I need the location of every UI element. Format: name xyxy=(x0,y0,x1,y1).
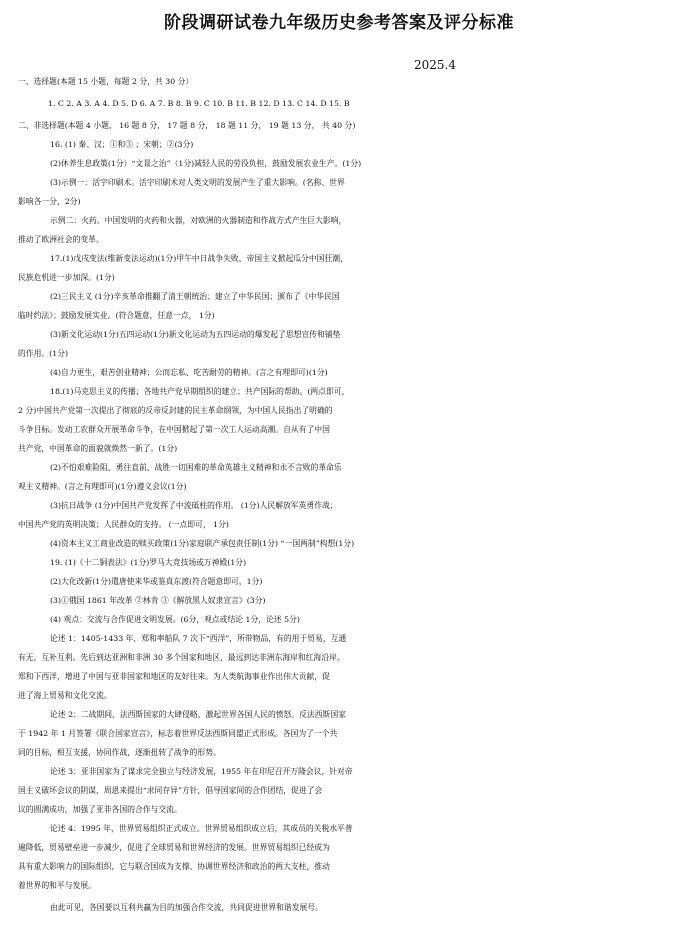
answer-line: (2)休养生息政策(1分）“文景之治”（1分)减轻人民的劳役负担，鼓励发展农业生产。(1分) xyxy=(50,159,362,168)
answer-line: 推动了欧洲社会的变革。 xyxy=(18,235,104,244)
answer-line: 议的圆满成功，加强了亚非各国的合作与交流。 xyxy=(18,805,182,814)
answer-line: 论述 3：亚非国家为了谋求完全独立与经济发展，1955 年在印尼召开万隆会议，针对帝 xyxy=(50,767,353,776)
document-title: 阶段调研试卷九年级历史参考答案及评分标准 xyxy=(164,13,514,33)
answer-line: 遍降低，贸易壁垒进一步减少，促进了全球贸易和世界经济的发展。世界贸易组织已经成为 xyxy=(18,843,330,852)
answer-line: 论述 1：1405-1433 年，郑和率船队 7 次下“西洋”，所带物品，有的用于贸易，互通 xyxy=(50,634,347,643)
section-heading: 一、选择题(本题 15 小题，每题 2 分，共 30 分） xyxy=(18,77,194,86)
answer-line: 示例二：火药。中国发明的火药和火器，对欧洲的火器制造和作战方式产生巨大影响， xyxy=(50,216,347,225)
answer-line: 的作用。(1分) xyxy=(18,349,69,358)
answer-line: (4)资本主义工商业改造的赎买政策(1分)家庭联产承包责任制(1分) “一国两制”构想(1分) xyxy=(50,539,355,548)
answer-line: 进了海上贸易和文化交流。 xyxy=(18,691,112,700)
answer-line: (2)大化改新(1分)遣唐使来华或鉴真东渡(符合题意即可，1分) xyxy=(50,577,263,586)
answer-line: 郑和下西洋，增进了中国与亚非国家和地区的友好往来。为人类航海事业作出伟大贡献，促 xyxy=(18,672,330,681)
answer-line: 观主义精神。(言之有理即可)(1分)遵义会议(1分) xyxy=(18,482,187,491)
answer-line: (3)新文化运动(1分)五四运动(1分)新文化运动为五四运动的爆发起了思想宣传和铺垫 xyxy=(50,330,341,339)
answer-line: (3)抗日战争 (1分)中国共产党发挥了中流砥柱的作用。 (1分)人民解放军英勇作战； xyxy=(50,501,338,510)
answer-line: 临时约法》；鼓励发展实业。(符合题意，任意一点， 1分) xyxy=(18,311,215,320)
answer-line: 民族危机进一步加深。(1分) xyxy=(18,273,115,282)
document-date: 2025.4 xyxy=(414,58,456,72)
answer-line: 论述 2：二战期间，法西斯国家的大肆侵略，激起世界各国人民的愤怒。反法西斯国家 xyxy=(50,710,346,719)
answer-line: 同的目标，相互支援，协同作战，逐渐扭转了战争的形势。 xyxy=(18,748,221,757)
answer-line: (2)不怕艰难险阻、勇往直前、战胜一切困难的革命英雄主义精神和永不言败的革命乐 xyxy=(50,463,342,472)
answer-line: 论述 4：1995 年，世界贸易组织正式成立。世界贸易组织成立后，其成员的关税水平普 xyxy=(50,824,353,833)
answer-line: 于 1942 年 1 月签署《联合国家宣言》，标志着世界反法西斯同盟正式形成。各国为了一个共 xyxy=(18,729,338,738)
answer-line: (3)示例一：活字印刷术。活字印刷术对人类文明的发展产生了重大影响。(名称、世界 xyxy=(50,178,345,187)
answer-line: 17.(1)戊戌变法(维新变法运动)(1分)甲午中日战争失败，帝国主义掀起瓜分中国狂潮， xyxy=(50,254,348,263)
section-heading: 二、非选择题(本题 4 小题， 16 题 8 分， 17 题 8 分， 18 题 11 分， 19 题 13 分， 共 40 分) xyxy=(18,121,356,130)
answer-line: 18.(1)马克思主义的传播；各地共产党早期组织的建立；共产国际的帮助。(两点即可， xyxy=(50,387,350,396)
answer-line: (3)①俄国 1861 年改革 ②林肯 ③《解放黑人奴隶宣言》(3分) xyxy=(50,596,266,605)
answer-line: 19. (1)《十二铜表法》(1分)罗马大竞技场或万神殿(1分) xyxy=(50,558,247,567)
answer-line: 具有重大影响力的国际组织，它与联合国成为支撑、协调世界经济和政治的两大支柱，推动 xyxy=(18,862,330,871)
answer-line: 2 分)中国共产党第一次提出了彻底的反帝反封建的民主革命纲领，为中国人民指出了明确的 xyxy=(18,406,333,415)
answer-line: 有无，互补互利。先后到达亚洲和非洲 30 多个国家和地区，最远到达非洲东海岸和红海沿岸。 xyxy=(18,653,345,662)
answer-line: 国主义破坏会议的阴谋，周恩来提出“求同存异”方针，倡导国家间的合作团结，促进了会 xyxy=(18,786,323,795)
answer-line: (2)三民主义 (1分)辛亥革命推翻了清王朝统治；建立了中华民国；颁布了《中华民国 xyxy=(50,292,340,301)
choice-answers: 1. C 2. A 3. A 4. D 5. D 6. A 7. B 8. B 9. C 10. B 11. B 12. D 13. C 14. D 15. B xyxy=(48,99,350,108)
answer-line: 16. (1) 秦、汉；①和③ ；宋朝；②(3分) xyxy=(50,140,194,149)
answer-line: 影响各一分，2分) xyxy=(18,197,81,206)
answer-line: 斗争目标。发动工农群众开展革命斗争，在中国掀起了第一次工人运动高潮。自从有了中国 xyxy=(18,425,330,434)
answer-line: 中国共产党的英明决策；人民群众的支持。 (一点即可， 1分) xyxy=(18,520,229,529)
answer-line: 着世界的和平与发展。 xyxy=(18,881,96,890)
answer-line: (4)自力更生，艰苦创业精神；公而忘私、吃苦耐劳的精神。(言之有理即可)(1分) xyxy=(50,368,328,377)
answer-line: (4) 观点：交流与合作促进文明发展。(6分，观点或结论 1分，论述 5分) xyxy=(50,615,300,624)
conclusion-line: 由此可见，各国要以互利共赢为目的加强合作交流，共同促进世界和谐发展号。 xyxy=(50,903,323,912)
answer-line: 共产党，中国革命的面貌就焕然一新了。(1分) xyxy=(18,444,178,453)
